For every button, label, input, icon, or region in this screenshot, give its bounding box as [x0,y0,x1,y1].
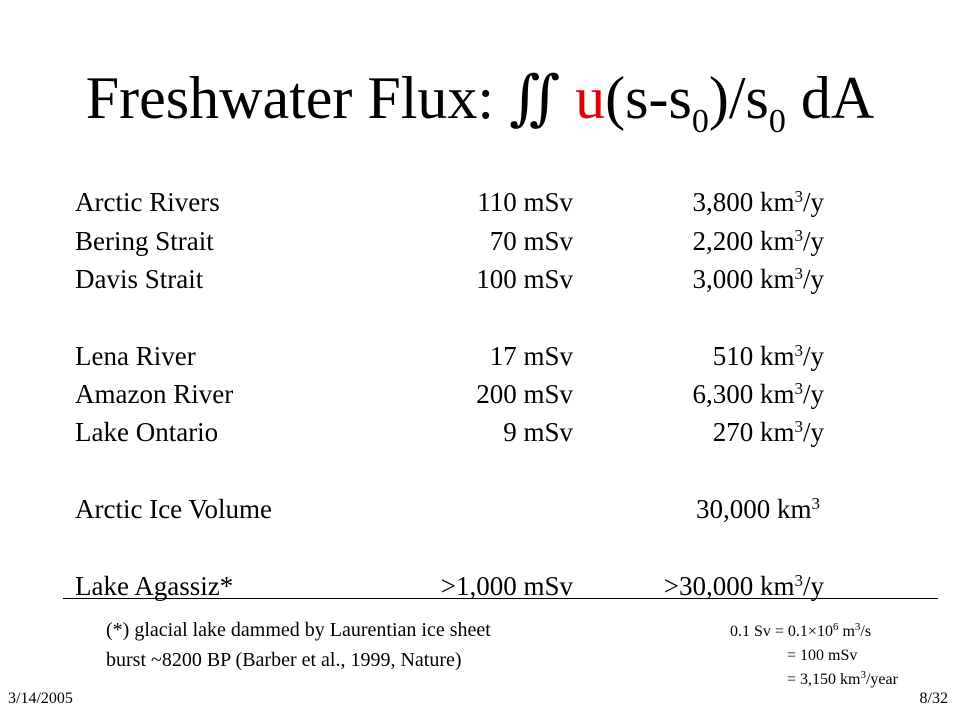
flux-row-bering-strait [0,224,960,258]
flux-row-amazon-river [0,377,960,411]
slide-date: 3/14/2005 [8,690,73,707]
divider-line [63,598,938,599]
row-km3-value: 510 $km^3/y$ [712,341,824,371]
row-msv-value: 9 mSv [503,417,573,447]
footnote-line-2: burst ~8200 BP (Barber et al., 1999, Nature) [106,649,462,671]
row-km3-value: 2,200 $km^3/y$ [692,226,824,256]
row-km3-value: 270 $km^3/y$ [712,417,824,447]
row-km3-value: 3,800 $km^3/y$ [692,187,824,217]
row-label: Arctic Ice Volume [75,494,272,524]
row-label: Lake Agassiz* [75,571,234,601]
row-label: Davis Strait [75,264,204,294]
footnote-line-1: (*) glacial lake dammed by Laurentian ice sheet [106,619,491,641]
row-label: Bering Strait [75,226,214,256]
agassiz-footnote [106,615,491,675]
flux-row-arctic-rivers [0,185,960,219]
row-msv-value: 200 mSv [476,379,573,409]
conversion-line-2: = 100 mSv [787,647,858,664]
row-msv-value: >1,000 mSv [440,571,573,601]
flux-row-lena-river [0,339,960,373]
row-km3-value: 6,300 $km^3/y$ [692,379,824,409]
flux-row-lake-ontario [0,415,960,449]
flux-row-arctic-ice-volume [0,492,960,526]
row-label: Arctic Rivers [75,187,220,217]
row-km3-value: 3,000 $km^3/y$ [692,264,824,294]
row-km3-value: >30,000 $km^3/y$ [663,571,824,601]
row-label: Lake Ontario [75,417,219,447]
flux-row-davis-strait [0,262,960,296]
title-velocity-symbol: u [575,65,606,131]
row-label: Amazon River [75,379,234,409]
row-msv-value: 110 mSv [477,187,573,217]
row-msv-value: 100 mSv [476,264,573,294]
row-label: Lena River [75,341,196,371]
conversion-line-1: 0.1 $Sv = 0.1\times 10^6$ $m^3/s$ [730,621,872,640]
slide-title: Freshwater Flux: ∬ $u(s-s_0)/s_0$ dA [85,65,875,140]
row-km3-value: 30,000 $km^3$ [695,494,820,524]
row-msv-value: 70 mSv [489,226,573,256]
row-msv-value: 17 mSv [489,341,573,371]
slide-page-number: 8/32 [919,690,948,707]
conversion-line-3: = 3,150 $km^3$/year [787,669,898,688]
